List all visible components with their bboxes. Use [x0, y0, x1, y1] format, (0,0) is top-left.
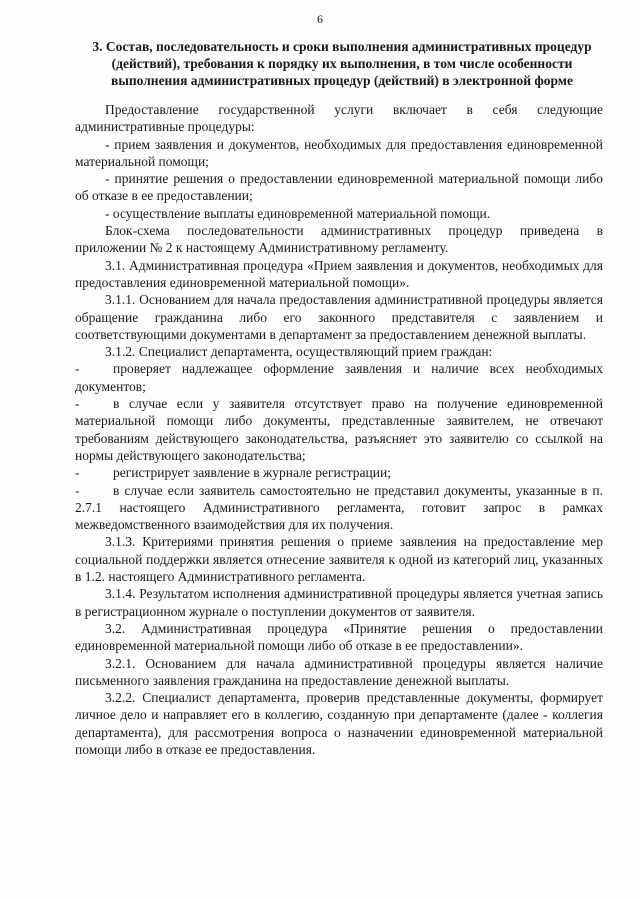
- paragraph-list: [75, 101, 603, 758]
- paragraph: - прием заявления и документов, необходимых для предоставления единовременной материальной помощи;: [75, 136, 603, 169]
- paragraph: Блок-схема последовательности административных процедур приведена в приложении № 2 к настоящему Административному регламенту.: [75, 223, 603, 256]
- paragraph: 3.1. Административная процедура «Прием заявления и документов, необходимых для предоставления единовременной материальной помощи».: [75, 257, 603, 290]
- paragraph: Предоставление государственной услуги включает в себя следующие административные процедуры:: [75, 102, 603, 135]
- paragraph: 3.1.1. Основанием для начала предоставления административной процедуры является обращение гражданина либо его законного представителя с заявлением и соответствующими документами в департамент за предоставлением денежной выплаты.: [75, 292, 603, 342]
- list-item-text: регистрирует заявление в журнале регистрации;: [113, 465, 391, 481]
- dash-marker: -: [75, 465, 80, 481]
- dash-marker: -: [75, 361, 80, 377]
- paragraph: 3.1.2. Специалист департамента, осуществляющий прием граждан:: [105, 344, 493, 360]
- paragraph: 3.1.4. Результатом исполнения административной процедуры является учетная запись в регистрационном журнале о поступлении документов от заявителя.: [75, 586, 603, 619]
- paragraph: 3.1.3. Критериями принятия решения о приеме заявления на предоставление мер социальной поддержки является отнесение заявителя к одной из категорий лиц, указанных в 1.2. настоящего Административного регламента.: [75, 534, 603, 585]
- list-item: [75, 395, 603, 464]
- list-item-text: в случае если у заявителя отсутствует право на получение единовременной материальной помощи либо документы, представленные заявителем, не отвечают требованиям действующего законодательства, разъясняет это заявителю со ссылкой на нормы действующего законодательства;: [75, 396, 603, 463]
- paragraph: - осуществление выплаты единовременной материальной помощи.: [105, 205, 491, 221]
- list-item: [75, 464, 603, 481]
- document-body: [75, 38, 603, 758]
- paragraph: 3.2.2. Специалист департамента, проверив представленные документы, формирует личное дело и направляет его в коллегию, созданную при департаменте (далее - коллегия департамента), для рассмотрения вопроса о назначении единовременной материальной помощи либо в отказе ее предоставления.: [75, 690, 603, 757]
- page-number: 6: [317, 12, 323, 26]
- dash-marker: -: [75, 396, 80, 412]
- paragraph: - принятие решения о предоставлении единовременной материальной помощи либо об отказе в ее предоставлении;: [75, 171, 603, 204]
- paragraph: 3.2. Административная процедура «Принятие решения о предоставлении единовременной материальной помощи либо об отказе в ее предоставлении».: [75, 620, 603, 654]
- list-item-text: в случае если заявитель самостоятельно не представил документы, указанные в п. 2.7.1 настоящего Административного регламента, готовит запрос в рамках межведомственного взаимодействия для их получения.: [75, 482, 603, 533]
- list-item-text: проверяет надлежащее оформление заявления и наличие всех необходимых документов;: [75, 361, 603, 394]
- section-heading: 3. Состав, последовательность и сроки выполнения административных процедур (действий), требования к порядку их выполнения, в том числе особенности выполнения административных процедур (действий) в электронной форме: [92, 39, 592, 88]
- paragraph: 3.2.1. Основанием для начала административной процедуры является наличие письменного заявления гражданина на предоставление денежной выплаты.: [75, 655, 603, 688]
- dash-marker: -: [75, 482, 80, 498]
- list-item: [75, 482, 603, 534]
- list-item: [75, 360, 603, 395]
